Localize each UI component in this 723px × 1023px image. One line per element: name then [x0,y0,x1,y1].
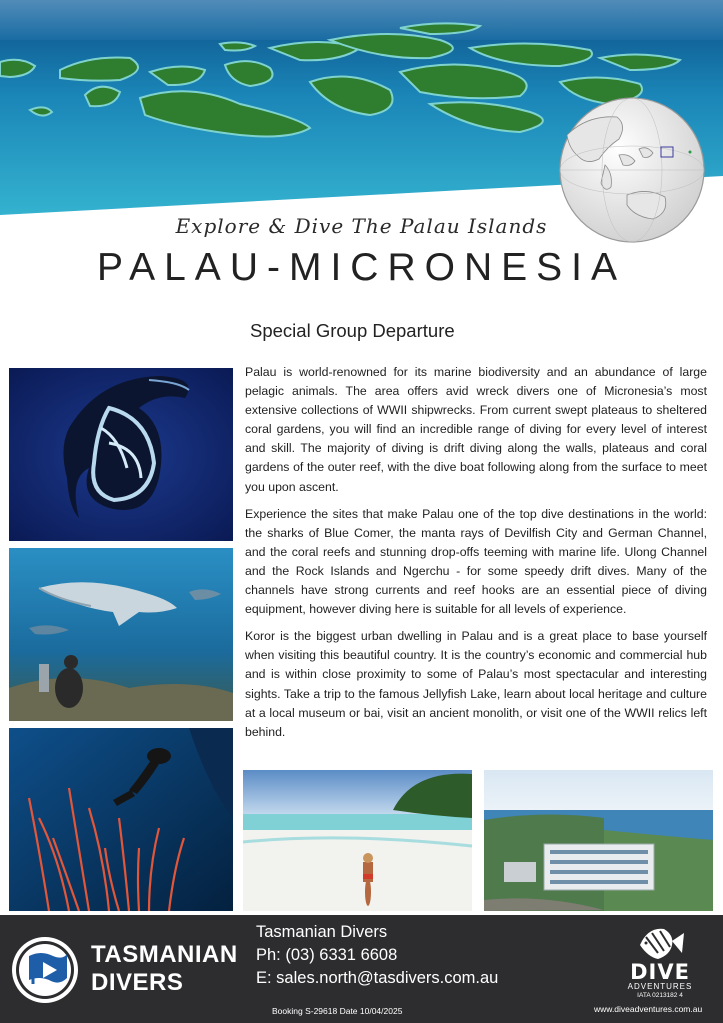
booking-info: Booking S-29618 Date 10/04/2025 [272,1006,403,1016]
dive-logo-subtext: ADVENTURES [627,982,693,991]
subtitle: Special Group Departure [250,320,455,341]
paragraph-intro: Palau is world-renowned for its marine biodiversity and an abundance of large pelagic animals. The area offers avid wreck divers one of Micronesia’s most extensive collections of WWII shipwrecks. From current swept plateaus to sheltered coral gardens, you will find an incredible range of diving for every level of interest and skill. The majority of diving is drift diving along the walls, plateaus and coral gardens of the outer reef, with the dive boat following along from the surface to meet you upon ascent. [245,365,707,494]
page-title: PALAU-MICRONESIA [96,246,626,289]
iata-number: IATA 0213182 4 [637,992,683,999]
brand-line-1: TASMANIAN [91,941,238,968]
script-title: Explore & Dive The Palau Islands [175,214,548,238]
contact-block [256,921,498,990]
website-link[interactable]: www.diveadventures.com.au [594,1004,703,1014]
manta-ray-photo [9,368,233,541]
footer [0,915,723,1023]
contact-name: Tasmanian Divers [256,923,388,941]
contact-email[interactable]: E: sales.north@tasdivers.com.au [256,969,499,987]
body-text [245,363,707,750]
contact-phone[interactable]: Ph: (03) 6331 6608 [256,946,398,964]
shark-diver-photo [9,548,233,721]
paragraph-koror: Koror is the biggest urban dwelling in Palau and is a great place to base yourself when visiting this beautiful country. It is the country’s economic and commercial hub and is within close proximity to some of Palau’s most spectacular and interesting sights. Take a trip to the famous Jellyfish Lake, learn about local heritage and culture at a local museum or bai, visit an ancient monolith, or visit one of the WWII relics left behind. [245,629,707,739]
hotel-aerial-photo [484,770,713,911]
flag-logo-icon [9,934,81,1006]
dive-logo-text: DIVE [630,960,690,984]
beach-photo [243,770,472,911]
paragraph-dive-sites: Experience the sites that make Palau one of the top dive destinations in the world: the sharks of Blue Comer, the manta rays of Devilfish City and German Channel, and the coral reefs and stunning drop-offs teeming with marine life. Ulong Channel and the Rock Islands and Ngerchu - for some speedy drift dives. Many of the channels have strong currents and reef hooks are an essential piece of diving equipment, however diving here is suitable for all levels of experience. [245,506,707,617]
brand-name [91,941,238,997]
brand-line-2: DIVERS [91,969,184,996]
sea-fan-diver-photo [9,728,233,911]
